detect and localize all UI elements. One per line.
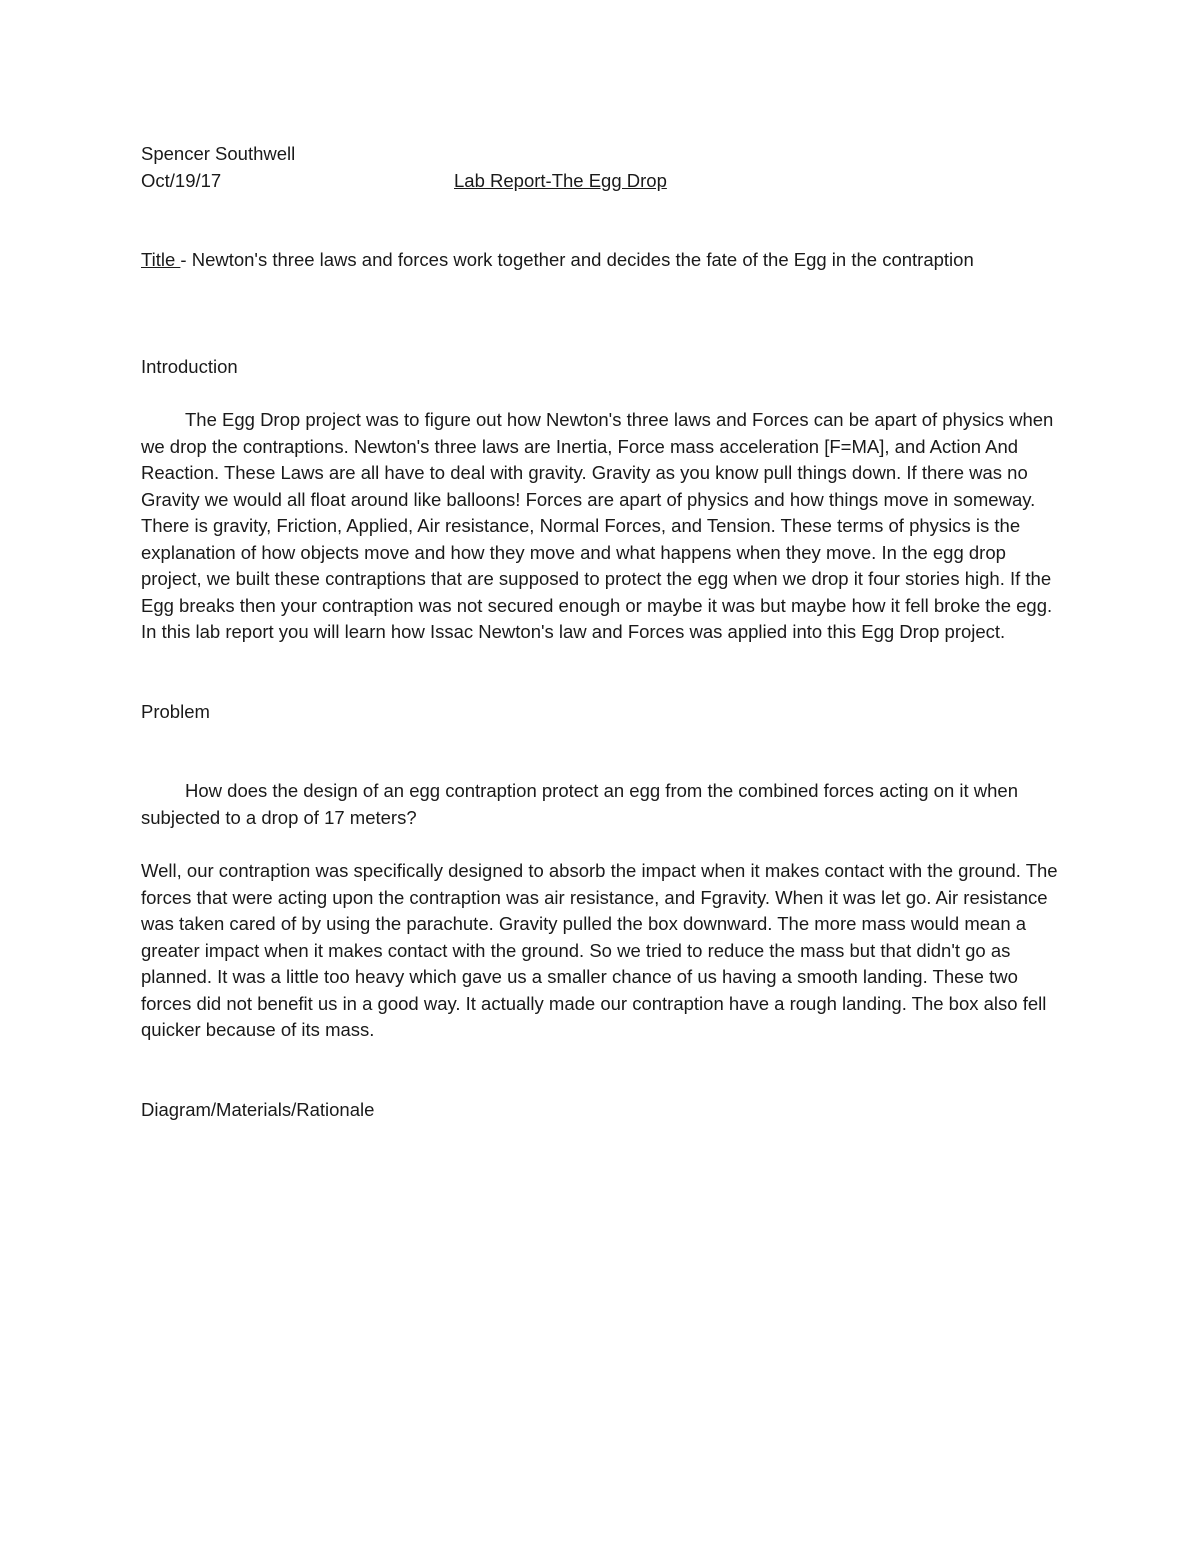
problem-answer: Well, our contraption was specifically designed to absorb the impact when it makes contact with the ground. The forces that were acting upon the contraption was air resistance, and Fgravity. When it was let go. Air resistance was taken cared of by using the parachute. Gravity pulled the box downward. The more mass would mean a greater impact when it makes contact with the ground. So we tried to reduce the mass but that didn't go as planned. It was a little too heavy which gave us a smaller chance of us having a smooth landing. These two forces did not benefit us in a good way. It actually made our contraption have a rough landing. The box also fell quicker because of its mass.	[141, 860, 1058, 1040]
problem-heading: Problem	[141, 700, 210, 722]
problem-question: How does the design of an egg contraption protect an egg from the combined forces acting on it when subjected to a drop of 17 meters?	[141, 780, 1019, 828]
introduction-paragraph: The Egg Drop project was to figure out how Newton's three laws and Forces can be apart of physics when we drop the contraptions. Newton's three laws are Inertia, Force mass acceleration [F=MA], and Action And Reaction. These Laws are all have to deal with gravity. Gravity as you know pull things down. If there was no Gravity we would all float around like balloons! Forces are apart of physics and how things move in someway. There is gravity, Friction, Applied, Air resistance, Normal Forces, and Tension. These terms of physics is the explanation of how objects move and how they move and what happens when they move. In the egg drop project, we built these contraptions that are supposed to protect the egg when we drop it four stories high. If the Egg breaks then your contraption was not secured enough or maybe it was but maybe how it fell broke the egg. In this lab report you will learn how Issac Newton's law and Forces was applied into this Egg Drop project.	[141, 409, 1054, 642]
title-label: Title	[141, 249, 181, 270]
report-date: Oct/19/17	[141, 169, 222, 191]
title-text: - Newton's three laws and forces work together and decides the fate of the Egg in the contraption	[180, 249, 974, 270]
author-name: Spencer Southwell	[141, 143, 296, 164]
title-line	[141, 247, 1066, 274]
report-title: Lab Report-The Egg Drop	[454, 169, 667, 191]
header-row	[141, 168, 1066, 195]
diagram-heading: Diagram/Materials/Rationale	[141, 1098, 375, 1120]
introduction-heading: Introduction	[141, 355, 238, 377]
document-body	[141, 141, 1066, 1123]
